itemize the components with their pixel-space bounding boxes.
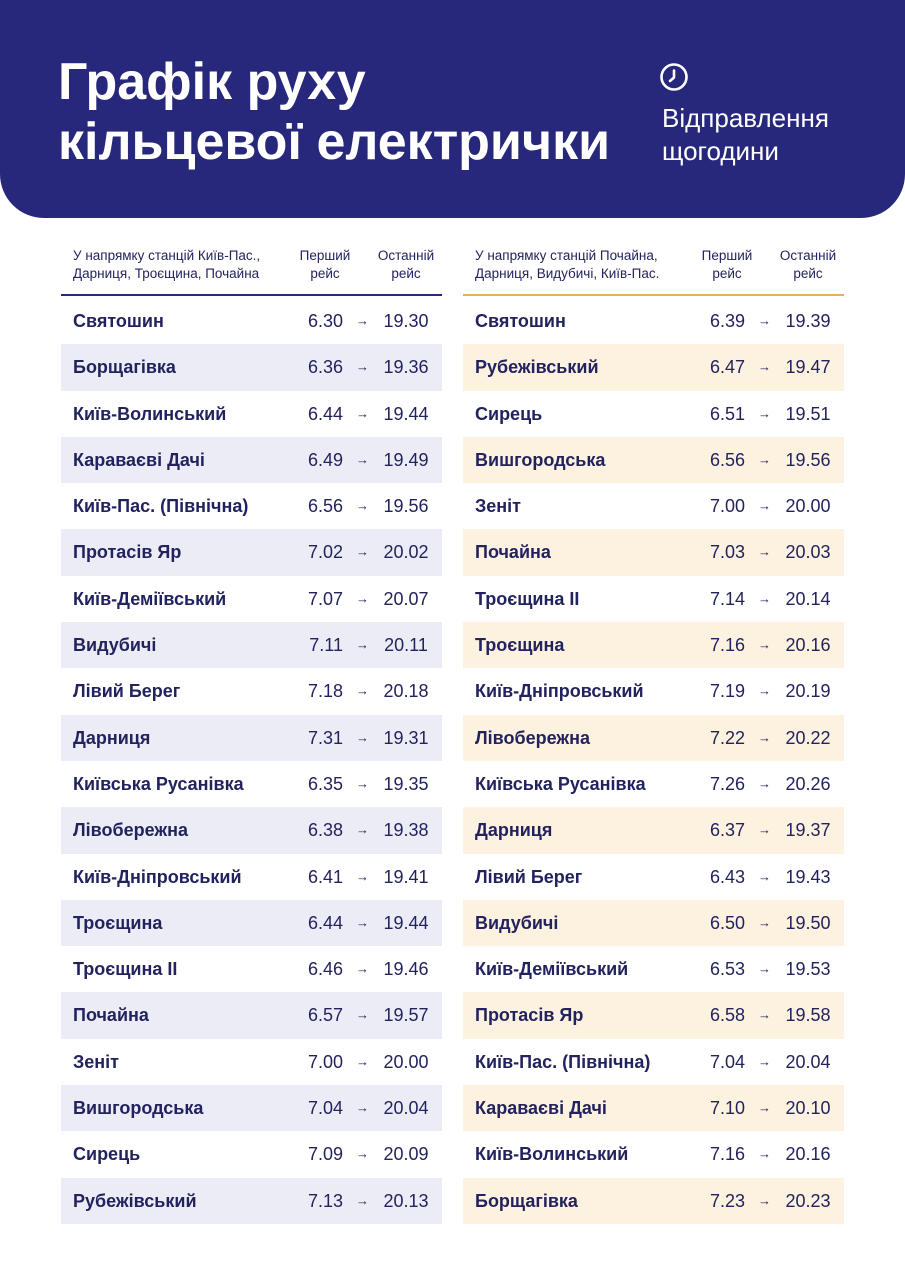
arrow-right-icon: → (356, 637, 369, 653)
last-trip-time: 19.35 (383, 773, 429, 794)
first-trip-time: 6.38 (307, 820, 343, 841)
first-trip-time: 7.04 (709, 1051, 745, 1072)
first-trip-header (683, 247, 771, 283)
last-trip-time: 20.00 (785, 496, 831, 517)
table-row (463, 1085, 844, 1131)
station-name: Зеніт (475, 496, 521, 517)
station-name: Лівобережна (475, 727, 590, 748)
first-trip-time: 7.13 (307, 1190, 343, 1211)
table-row (463, 946, 844, 992)
table-row (463, 1178, 844, 1224)
station-name: Караваєві Дачі (73, 449, 205, 470)
arrow-right-icon: → (356, 405, 369, 421)
table-row (61, 622, 442, 668)
first-trip-time: 7.31 (307, 727, 343, 748)
table-row (463, 715, 844, 761)
station-name: Київ-Пас. (Північна) (475, 1051, 651, 1072)
last-trip-time: 19.31 (383, 727, 429, 748)
last-trip-header (768, 247, 848, 283)
first-trip-time: 6.30 (307, 311, 343, 331)
arrow-right-icon: → (758, 1192, 771, 1208)
first-trip-time: 7.03 (709, 542, 745, 563)
last-trip-time: 20.23 (785, 1190, 831, 1211)
arrow-right-icon: → (356, 822, 369, 838)
table-body (463, 296, 844, 1224)
last-trip-time: 20.02 (383, 542, 429, 563)
table-row (61, 437, 442, 483)
table-row (61, 854, 442, 900)
last-trip-time: 19.58 (785, 1005, 831, 1026)
arrow-right-icon: → (758, 914, 771, 930)
station-name: Почайна (73, 1005, 149, 1026)
table-row (463, 391, 844, 437)
last-trip-time: 19.56 (785, 449, 831, 470)
table-row (61, 668, 442, 714)
station-name: Рубежівський (73, 1190, 197, 1211)
first-trip-time: 6.36 (307, 357, 343, 378)
station-name: Троєщина (475, 635, 565, 656)
arrow-right-icon: → (758, 313, 771, 328)
station-name: Святошин (475, 311, 566, 331)
station-name: Київська Русанівка (475, 773, 646, 794)
table-row (61, 298, 442, 344)
page-title (58, 52, 610, 172)
last-trip-time: 20.03 (785, 542, 831, 563)
last-trip-time: 19.39 (785, 311, 831, 331)
arrow-right-icon: → (356, 1146, 369, 1162)
last-trip-header-line-1: Останній (779, 248, 837, 263)
table-row (61, 391, 442, 437)
first-trip-time: 7.19 (709, 681, 745, 702)
first-trip-time: 7.10 (709, 1098, 745, 1119)
station-name: Вишгородська (73, 1098, 204, 1119)
last-trip-time: 20.16 (785, 635, 831, 656)
arrow-right-icon: → (758, 868, 771, 884)
table-row (61, 715, 442, 761)
arrow-right-icon: → (758, 683, 771, 699)
last-trip-time: 20.16 (785, 1144, 831, 1165)
table-row (463, 622, 844, 668)
station-name: Вишгородська (475, 449, 606, 470)
first-trip-time: 6.50 (709, 912, 745, 933)
first-trip-time: 7.22 (709, 727, 745, 748)
last-trip-time: 19.53 (785, 959, 831, 980)
station-name: Київська Русанівка (73, 773, 244, 794)
station-name: Троєщина (73, 912, 163, 933)
station-name: Лівий Берег (475, 866, 583, 887)
arrow-right-icon: → (758, 1100, 771, 1116)
station-name: Київ-Волинський (475, 1144, 629, 1165)
last-trip-time: 19.38 (383, 820, 429, 841)
first-trip-time: 6.44 (307, 403, 343, 424)
first-trip-time: 7.07 (307, 588, 343, 609)
last-trip-header (366, 247, 446, 283)
header-banner (0, 0, 905, 218)
last-trip-time: 20.14 (785, 588, 831, 609)
arrow-right-icon: → (356, 451, 369, 467)
arrow-right-icon: → (356, 1192, 369, 1208)
title-line-1: Графік руху (58, 53, 366, 111)
table-row (463, 807, 844, 853)
schedule-table-left (61, 244, 442, 1224)
table-header (61, 244, 442, 296)
departure-line-1: Відправлення (662, 103, 829, 133)
table-row (61, 900, 442, 946)
direction-header (73, 247, 293, 283)
first-trip-time: 7.04 (307, 1098, 343, 1119)
station-name: Сирець (73, 1144, 141, 1165)
first-trip-time: 7.16 (709, 635, 745, 656)
first-trip-time: 6.41 (307, 866, 343, 887)
first-trip-time: 6.57 (307, 1005, 343, 1026)
station-name: Борщагівка (73, 357, 176, 378)
arrow-right-icon: → (758, 1007, 771, 1023)
direction-line-1: У напрямку станцій Київ-Пас., (73, 248, 261, 263)
last-trip-time: 19.36 (383, 357, 429, 378)
station-name: Святошин (73, 311, 164, 331)
arrow-right-icon: → (758, 498, 771, 514)
first-trip-time: 6.58 (709, 1005, 745, 1026)
last-trip-time: 20.04 (785, 1051, 831, 1072)
departure-line-2: щогодини (662, 136, 779, 166)
station-name: Лівобережна (73, 820, 188, 841)
station-name: Київ-Волинський (73, 403, 227, 424)
first-trip-time: 6.56 (709, 449, 745, 470)
arrow-right-icon: → (356, 961, 369, 977)
table-row (463, 761, 844, 807)
arrow-right-icon: → (758, 637, 771, 653)
arrow-right-icon: → (758, 822, 771, 838)
station-name: Київ-Деміївський (73, 588, 227, 609)
last-trip-time: 19.57 (383, 1005, 429, 1026)
last-trip-time: 19.41 (383, 866, 429, 887)
table-row (463, 1131, 844, 1177)
last-trip-time: 19.44 (383, 912, 429, 933)
first-trip-time: 6.47 (709, 357, 745, 378)
first-trip-time: 7.00 (709, 496, 745, 517)
last-trip-time: 19.37 (785, 820, 831, 841)
table-row (463, 483, 844, 529)
arrow-right-icon: → (758, 590, 771, 606)
table-row (463, 529, 844, 575)
table-row (463, 900, 844, 946)
station-name: Почайна (475, 542, 551, 563)
last-trip-time: 20.26 (785, 773, 831, 794)
first-trip-time: 7.14 (709, 588, 745, 609)
table-body (61, 296, 442, 1224)
station-name: Зеніт (73, 1051, 119, 1072)
last-trip-time: 20.10 (785, 1098, 831, 1119)
last-trip-time: 19.50 (785, 912, 831, 933)
first-trip-header-line-2: рейс (712, 266, 742, 281)
station-name: Троєщина II (475, 588, 580, 609)
table-row (61, 1085, 442, 1131)
departure-frequency (662, 102, 829, 168)
first-trip-time: 6.53 (709, 959, 745, 980)
arrow-right-icon: → (356, 313, 369, 328)
arrow-right-icon: → (356, 359, 369, 375)
first-trip-header-line-1: Перший (299, 248, 351, 263)
last-trip-time: 20.19 (785, 681, 831, 702)
arrow-right-icon: → (356, 544, 369, 560)
first-trip-time: 6.35 (307, 773, 343, 794)
station-name: Київ-Деміївський (475, 959, 629, 980)
last-trip-time: 19.30 (383, 311, 429, 331)
first-trip-time: 7.18 (307, 681, 343, 702)
direction-line-2: Дарниця, Троєщина, Почайна (73, 266, 260, 281)
station-name: Протасів Яр (475, 1005, 584, 1026)
table-row (61, 807, 442, 853)
station-name: Троєщина II (73, 959, 178, 980)
table-row (463, 344, 844, 390)
arrow-right-icon: → (356, 1053, 369, 1069)
station-name: Київ-Пас. (Північна) (73, 496, 249, 517)
arrow-right-icon: → (758, 729, 771, 745)
arrow-right-icon: → (356, 868, 369, 884)
arrow-right-icon: → (356, 729, 369, 745)
direction-line-2: Дарниця, Видубичі, Київ-Пас. (475, 266, 660, 281)
schedule-table-right (463, 244, 844, 1224)
first-trip-header (281, 247, 369, 283)
arrow-right-icon: → (758, 1146, 771, 1162)
table-row (61, 529, 442, 575)
station-name: Київ-Дніпровський (73, 866, 242, 887)
station-name: Дарниця (73, 727, 151, 748)
last-trip-time: 19.43 (785, 866, 831, 887)
direction-header (475, 247, 695, 283)
last-trip-time: 20.18 (383, 681, 429, 702)
last-trip-time: 19.56 (383, 496, 429, 517)
direction-line-1: У напрямку станцій Почайна, (475, 248, 658, 263)
last-trip-time: 20.07 (383, 588, 429, 609)
arrow-right-icon: → (758, 405, 771, 421)
arrow-right-icon: → (356, 1100, 369, 1116)
last-trip-time: 20.13 (383, 1190, 429, 1211)
table-row (61, 576, 442, 622)
arrow-right-icon: → (356, 914, 369, 930)
table-row (463, 1039, 844, 1085)
first-trip-time: 7.00 (307, 1051, 343, 1072)
station-name: Київ-Дніпровський (475, 681, 644, 702)
station-name: Дарниця (475, 820, 553, 841)
arrow-right-icon: → (758, 775, 771, 791)
last-trip-header-line-2: рейс (391, 266, 421, 281)
first-trip-time: 7.16 (709, 1144, 745, 1165)
first-trip-time: 7.02 (307, 542, 343, 563)
first-trip-time: 6.51 (709, 403, 745, 424)
arrow-right-icon: → (356, 1007, 369, 1023)
title-line-2: кільцевої електрички (58, 113, 611, 171)
arrow-right-icon: → (356, 498, 369, 514)
first-trip-time: 7.11 (309, 635, 343, 656)
table-row (463, 576, 844, 622)
first-trip-time: 7.09 (307, 1144, 343, 1165)
table-row (463, 992, 844, 1038)
table-row (61, 1039, 442, 1085)
last-trip-time: 20.00 (383, 1051, 429, 1072)
table-row (61, 483, 442, 529)
first-trip-time: 6.44 (307, 912, 343, 933)
arrow-right-icon: → (356, 775, 369, 791)
last-trip-time: 20.22 (785, 727, 831, 748)
last-trip-time: 19.51 (785, 403, 831, 424)
table-row (61, 946, 442, 992)
table-row (61, 344, 442, 390)
last-trip-time: 19.44 (383, 403, 429, 424)
arrow-right-icon: → (758, 1053, 771, 1069)
first-trip-time: 6.56 (307, 496, 343, 517)
first-trip-time: 6.43 (709, 866, 745, 887)
station-name: Караваєві Дачі (475, 1098, 607, 1119)
first-trip-time: 6.46 (307, 959, 343, 980)
arrow-right-icon: → (356, 590, 369, 606)
clock-icon (660, 63, 688, 91)
last-trip-time: 20.11 (384, 635, 428, 656)
station-name: Видубичі (475, 912, 559, 933)
table-row (61, 1131, 442, 1177)
first-trip-header-line-1: Перший (701, 248, 753, 263)
last-trip-header-line-2: рейс (793, 266, 823, 281)
table-row (61, 992, 442, 1038)
first-trip-header-line-2: рейс (310, 266, 340, 281)
table-row (61, 1178, 442, 1224)
first-trip-time: 6.37 (709, 820, 745, 841)
table-row (463, 298, 844, 344)
table-row (61, 761, 442, 807)
arrow-right-icon: → (758, 544, 771, 560)
first-trip-time: 6.39 (709, 311, 745, 331)
station-name: Видубичі (73, 635, 157, 656)
last-trip-time: 19.47 (785, 357, 831, 378)
station-name: Рубежівський (475, 357, 599, 378)
first-trip-time: 6.49 (307, 449, 343, 470)
table-row (463, 854, 844, 900)
station-name: Сирець (475, 403, 543, 424)
station-name: Протасів Яр (73, 542, 182, 563)
arrow-right-icon: → (758, 359, 771, 375)
station-name: Борщагівка (475, 1190, 578, 1211)
last-trip-time: 20.09 (383, 1144, 429, 1165)
station-name: Лівий Берег (73, 681, 181, 702)
table-row (463, 437, 844, 483)
last-trip-time: 19.46 (383, 959, 429, 980)
first-trip-time: 7.26 (709, 773, 745, 794)
last-trip-header-line-1: Останній (377, 248, 435, 263)
arrow-right-icon: → (758, 451, 771, 467)
table-header (463, 244, 844, 296)
table-row (463, 668, 844, 714)
arrow-right-icon: → (356, 683, 369, 699)
last-trip-time: 20.04 (383, 1098, 429, 1119)
first-trip-time: 7.23 (709, 1190, 745, 1211)
last-trip-time: 19.49 (383, 449, 429, 470)
arrow-right-icon: → (758, 961, 771, 977)
